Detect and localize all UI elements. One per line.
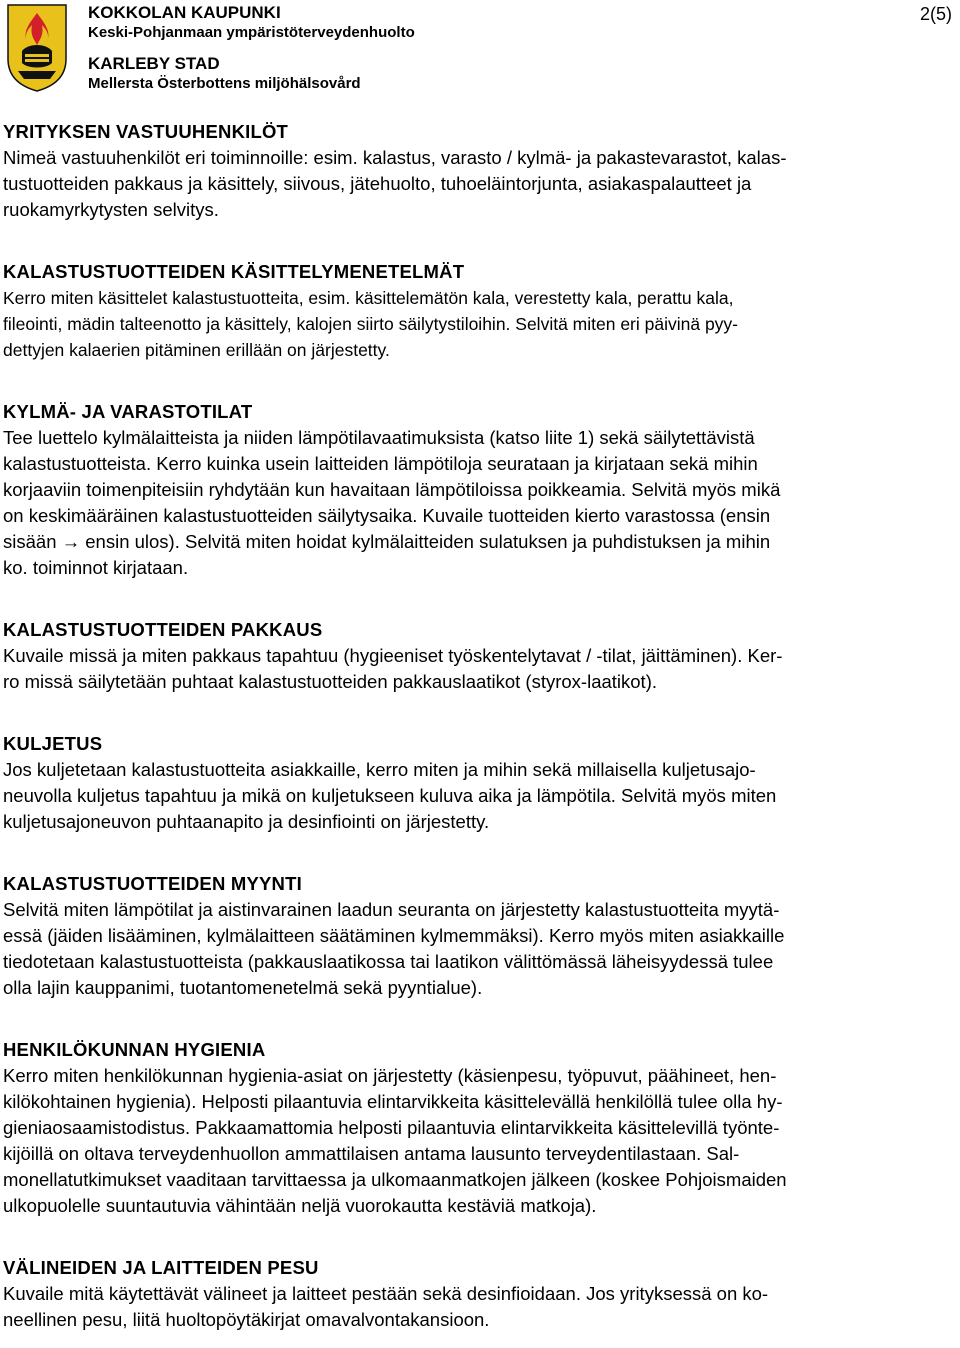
section-heading: KALASTUSTUOTTEIDEN PAKKAUS xyxy=(3,619,323,640)
section-heading: YRITYKSEN VASTUUHENKILÖT xyxy=(3,121,289,142)
section-equipment-washing xyxy=(3,1255,957,1333)
body-line: neuvolla kuljetus tapahtuu ja mikä on kuljetukseen kuluva aika ja lämpötila. Selvitä myös miten xyxy=(3,785,777,806)
section-transport xyxy=(3,731,957,835)
body-line: Tee luettelo kylmälaitteista ja niiden lämpötilavaatimuksista (katso liite 1) sekä säilytettävistä xyxy=(3,427,755,448)
section-heading: VÄLINEIDEN JA LAITTEIDEN PESU xyxy=(3,1257,319,1278)
body-line: monellatutkimukset vaaditaan tarvittaessa ja ulkomaanmatkojen jälkeen (koskee Pohjoismaiden xyxy=(3,1169,787,1190)
section-handling-methods xyxy=(3,259,957,363)
department-finnish: Keski-Pohjanmaan ympäristöterveydenhuolto xyxy=(88,24,415,41)
body-line: essä (jäiden lisääminen, kylmälaitteen säätäminen kylmemmäksi). Kerro myös miten asiakkaille xyxy=(3,925,785,946)
section-packaging xyxy=(3,617,957,695)
section-heading: KALASTUSTUOTTEIDEN MYYNTI xyxy=(3,873,302,894)
body-line: kilökohtainen hygienia). Helposti pilaantuvia elintarvikkeita käsittelevällä henkilöllä tulee olla hy- xyxy=(3,1091,783,1112)
body-line: Kerro miten henkilökunnan hygienia-asiat on järjestetty (käsienpesu, työpuvut, päähineet, hen- xyxy=(3,1065,777,1086)
body-line: kijöillä on oltava terveydenhuollon ammattilaisen antama lausunto terveydentilastaan. Sal- xyxy=(3,1143,740,1164)
body-line: fileointi, mädin talteenotto ja käsittely, kalojen siirto säilytystiloihin. Selvitä miten eri päivinä pyy- xyxy=(3,314,739,334)
section-staff-hygiene xyxy=(3,1037,957,1219)
section-heading: HENKILÖKUNNAN HYGIENIA xyxy=(3,1039,266,1060)
section-heading: KALASTUSTUOTTEIDEN KÄSITTELYMENETELMÄT xyxy=(3,261,465,282)
body-line: olla lajin kauppanimi, tuotantomenetelmä sekä pyyntialue). xyxy=(3,977,483,998)
document-body xyxy=(3,119,957,1333)
body-line: dettyjen kalaerien pitäminen erillään on järjestetty. xyxy=(3,340,390,360)
body-line: kalastustuotteista. Kerro kuinka usein laitteiden lämpötiloja seurataan ja kirjataan sekä mihin xyxy=(3,453,758,474)
body-line: sisään → ensin ulos). Selvitä miten hoidat kylmälaitteiden sulatuksen ja puhdistuksen ja mihin xyxy=(3,531,771,552)
body-line: Kuvaile mitä käytettävät välineet ja laitteet pestään sekä desinfioidaan. Jos yrityksessä on ko- xyxy=(3,1283,769,1304)
body-line: ulkopuolelle suuntautuvia vähintään neljä vuorokautta kestäviä matkoja). xyxy=(3,1195,597,1216)
department-swedish: Mellersta Österbottens miljöhälsovård xyxy=(88,75,361,92)
body-line: ro missä säilytetään puhtaat kalastustuotteiden pakkauslaatikot (styrox-laatikot). xyxy=(3,671,657,692)
org-name-swedish: KARLEBY STAD xyxy=(88,54,220,73)
coat-of-arms-icon xyxy=(6,3,68,93)
body-line: Nimeä vastuuhenkilöt eri toiminnoille: esim. kalastus, varasto / kylmä- ja pakastevarastot, kalas- xyxy=(3,147,787,168)
body-line: Selvitä miten lämpötilat ja aistinvarainen laadun seuranta on järjestetty kalastustuotteita myytä- xyxy=(3,899,780,920)
page-number: 2(5) xyxy=(919,4,952,24)
body-line: Jos kuljetetaan kalastustuotteita asiakkaille, kerro miten ja mihin sekä millaisella kuljetusajo- xyxy=(3,759,756,780)
body-line: tiedotetaan kalastustuotteista (pakkauslaatikossa tai laatikon välittömässä läheisyydessä tulee xyxy=(3,951,774,972)
document-header xyxy=(0,0,960,100)
section-heading: KULJETUS xyxy=(3,733,103,754)
body-line: Kuvaile missä ja miten pakkaus tapahtuu (hygieeniset työskentelytavat / -tilat, jäittäminen). Ker- xyxy=(3,645,783,666)
body-line: on keskimääräinen kalastustuotteiden säilytysaika. Kuvaile tuotteiden kierto varastossa (ensin xyxy=(3,505,771,526)
body-line: kuljetusajoneuvon puhtaanapito ja desinfiointi on järjestetty. xyxy=(3,811,490,832)
body-line: ruokamyrkytysten selvitys. xyxy=(3,199,219,220)
body-line: Kerro miten käsittelet kalastustuotteita, esim. käsittelemätön kala, verestetty kala, perattu kala, xyxy=(3,288,734,308)
section-sales xyxy=(3,871,957,1001)
section-cold-storage xyxy=(3,399,957,581)
body-line: gieniaosaamistodistus. Pakkaamattomia helposti pilaantuvia elintarvikkeita käsittelevillä työnte- xyxy=(3,1117,780,1138)
body-line: tustuotteiden pakkaus ja käsittely, siivous, jätehuolto, tuhoeläintorjunta, asiakaspalautteet ja xyxy=(3,173,752,194)
org-name-finnish: KOKKOLAN KAUPUNKI xyxy=(88,3,281,22)
body-line: neellinen pesu, liitä huoltopöytäkirjat omavalvontakansioon. xyxy=(3,1309,490,1330)
section-responsible-persons xyxy=(3,119,957,223)
body-line: korjaaviin toimenpiteisiin ryhdytään kun havaitaan lämpötiloissa poikkeamia. Selvitä myös mikä xyxy=(3,479,781,500)
body-line: ko. toiminnot kirjataan. xyxy=(3,557,189,578)
section-heading: KYLMÄ- JA VARASTOTILAT xyxy=(3,401,253,422)
